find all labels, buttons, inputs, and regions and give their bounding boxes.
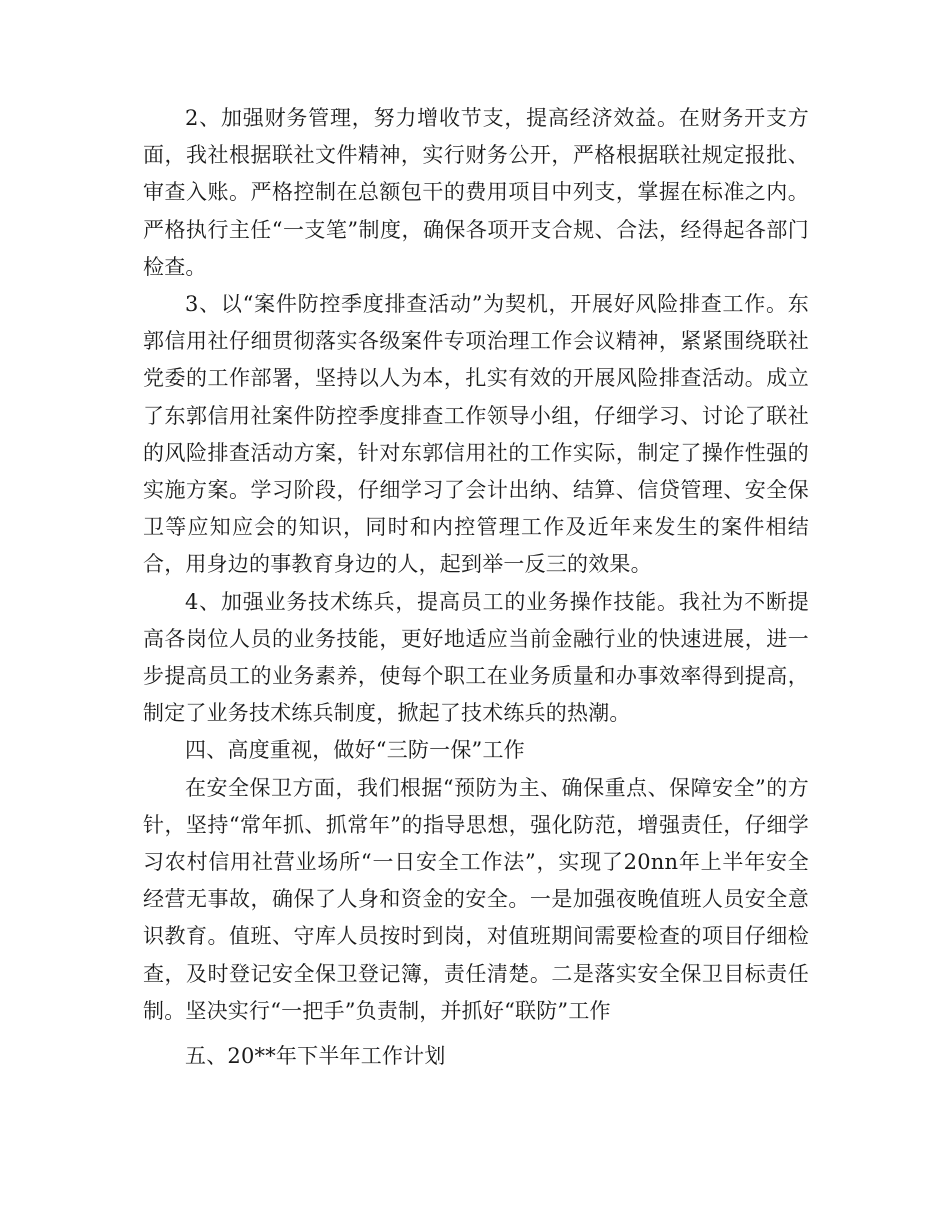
document-page — [143, 100, 809, 1075]
section-five-heading: 五、20**年下半年工作计划 — [185, 1044, 446, 1069]
paragraph-security-work: 在安全保卫方面，我们根据“预防为主、确保重点、保障安全”的方针，坚持“常年抓、抓常年”的指导思想，强化防范，增强责任，仔细学习农村信用社营业场所“一日安全工作法”，实现了20nn年上半年安全经营无事故，确保了人身和资金的安全。一是加强夜晚值班人员安全意识教育。值班、守库人员按时到岗，对值班期间需要检查的项目仔细检查，及时登记安全保卫登记簿，责任清楚。二是落实安全保卫目标责任制。坚决实行“一把手”负责制，并抓好“联防”工作 — [143, 775, 809, 1023]
paragraph-skills-training: 4、加强业务技术练兵，提高员工的业务操作技能。我社为不断提高各岗位人员的业务技能，更好地适应当前金融行业的快速进展，进一步提高员工的业务素养，使每个职工在业务质量和办事效率得到提高，制定了业务技术练兵制度，掀起了技术练兵的热潮。 — [143, 589, 809, 726]
paragraph-risk-inspection: 3、以“案件防控季度排查活动”为契机，开展好风险排查工作。东郭信用社仔细贯彻落实各级案件专项治理工作会议精神，紧紧围绕联社党委的工作部署，坚持以人为本，扎实有效的开展风险排查活动。成立了东郭信用社案件防控季度排查工作领导小组，仔细学习、讨论了联社的风险排查活动方案，针对东郭信用社的工作实际，制定了操作性强的实施方案。学习阶段，仔细学习了会计出纳、结算、信贷管理、安全保卫等应知应会的知识，同时和内控管理工作及近年来发生的案件相结合，用身边的事教育身边的人，起到举一反三的效果。 — [143, 292, 809, 577]
paragraph-finance-management: 2、加强财务管理，努力增收节支，提高经济效益。在财务开支方面，我社根据联社文件精神，实行财务公开，严格根据联社规定报批、审查入账。严格控制在总额包干的费用项目中列支，掌握在标准之内。严格执行主任“一支笔”制度，确保各项开支合规、合法，经得起各部门检查。 — [143, 106, 809, 279]
section-four-heading: 四、高度重视，做好“三防一保”工作 — [185, 738, 525, 763]
